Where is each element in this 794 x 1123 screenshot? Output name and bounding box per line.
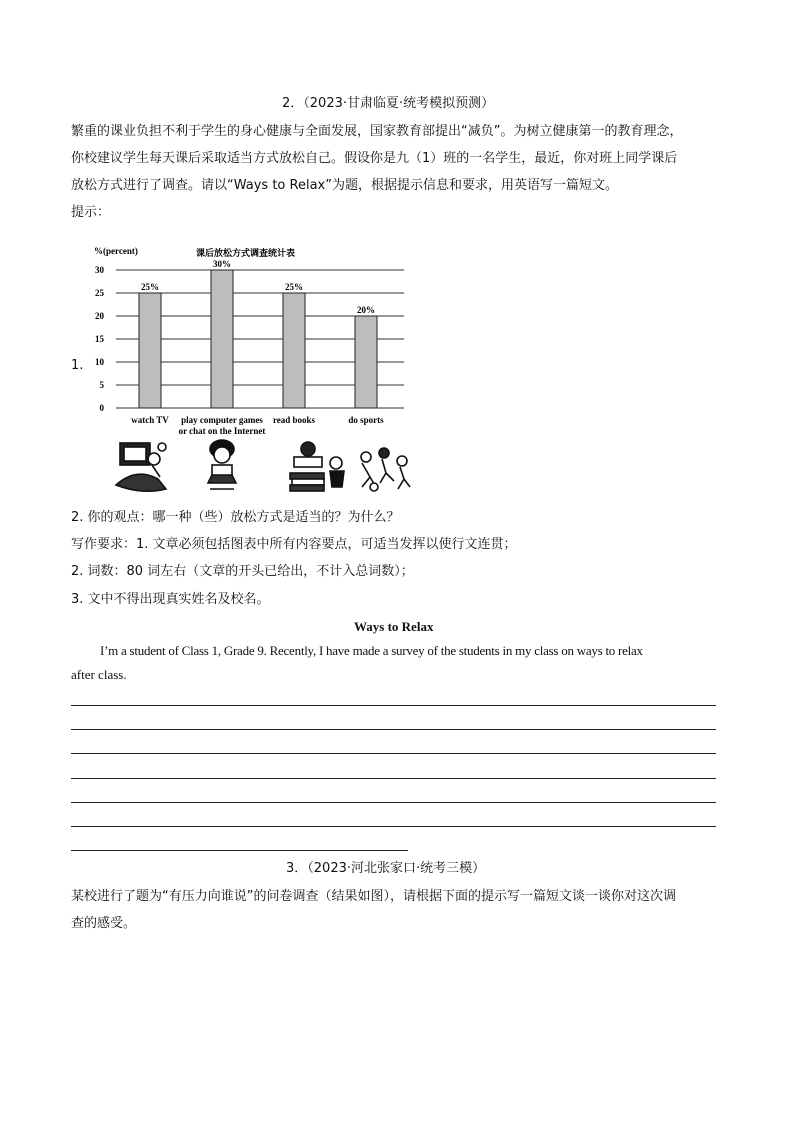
writing-line[interactable] (71, 753, 716, 754)
writing-line[interactable] (71, 802, 716, 803)
x-tick-label: or chat on the Internet (178, 426, 266, 436)
writing-line[interactable] (71, 778, 716, 779)
item-2-text: 2. 你的观点：哪一种（些）放松方式是适当的？为什么？ (71, 510, 400, 525)
writing-line[interactable] (71, 729, 716, 730)
reading-picture (290, 442, 344, 491)
relax-survey-bar-chart (88, 238, 418, 438)
chart-title: 课后放松方式调查统计表 (196, 249, 296, 259)
bar-1 (139, 293, 161, 408)
x-tick-label: watch TV (131, 415, 169, 425)
data-label: 25% (285, 282, 303, 292)
q2-paragraph-line-2: 你校建议学生每天课后采取适当方式放松自己。假设你是九（1）班的一名学生，最近，你对班上同学课后 (71, 151, 678, 166)
q2-heading: 2．（2023·甘肃临夏·统考模拟预测） (282, 96, 495, 111)
data-label: 25% (141, 282, 159, 292)
y-tick-label: 25 (95, 288, 104, 298)
y-tick-label: 5 (99, 380, 104, 390)
y-axis-label: %(percent) (94, 246, 138, 256)
data-label: 20% (357, 305, 375, 315)
q3-paragraph-line-1: 某校进行了题为“有压力向谁说”的问卷调查（结果如图），请根据下面的提示写一篇短文谈一谈你对这次调 (71, 889, 676, 904)
sports-picture (361, 448, 410, 491)
writing-line[interactable] (71, 826, 716, 827)
y-tick-label: 30 (95, 265, 104, 275)
y-tick-label: 0 (99, 403, 104, 413)
y-tick-label: 20 (95, 311, 104, 321)
writing-line[interactable] (71, 850, 408, 851)
x-tick-label: play computer games (181, 415, 263, 425)
requirement-1: 写作要求：1. 文章必须包括图表中所有内容要点，可适当发挥以使行文连贯； (71, 537, 517, 552)
hint-label: 提示： (71, 205, 111, 220)
item-1-label: 1. (71, 358, 84, 373)
y-tick-label: 15 (95, 334, 104, 344)
q3-heading: 3．（2023·河北张家口·统考三模） (286, 861, 486, 876)
essay-title: Ways to Relax (354, 619, 434, 634)
writing-line[interactable] (71, 705, 716, 706)
bar-4 (355, 316, 377, 408)
essay-opening-line-2: after class. (71, 667, 127, 682)
y-tick-label: 10 (95, 357, 104, 367)
essay-opening-line-1: I’m a student of Class 1, Grade 9. Recently, I have made a survey of the students in my class on ways to relax (100, 643, 643, 658)
requirement-3: 3. 文中不得出现真实姓名及校名。 (71, 592, 270, 607)
tv-watching-picture (116, 443, 166, 491)
computer-picture (208, 440, 236, 489)
x-tick-label: do sports (348, 415, 384, 425)
q2-paragraph-line-3: 放松方式进行了调查。请以“Ways to Relax”为题，根据提示信息和要求，用英语写一篇短文。 (71, 178, 618, 193)
requirement-2: 2. 词数：80 词左右（文章的开头已给出，不计入总词数）； (71, 564, 414, 579)
bar-2 (211, 270, 233, 408)
q2-paragraph-line-1: 繁重的课业负担不利于学生的身心健康与全面发展，国家教育部提出“减负”。为树立健康第一的教育理念， (71, 124, 683, 139)
bar-3 (283, 293, 305, 408)
q3-paragraph-line-2: 查的感受。 (71, 916, 137, 931)
data-label: 30% (213, 259, 231, 269)
x-tick-label: read books (272, 415, 316, 425)
activity-pictures (112, 437, 412, 497)
